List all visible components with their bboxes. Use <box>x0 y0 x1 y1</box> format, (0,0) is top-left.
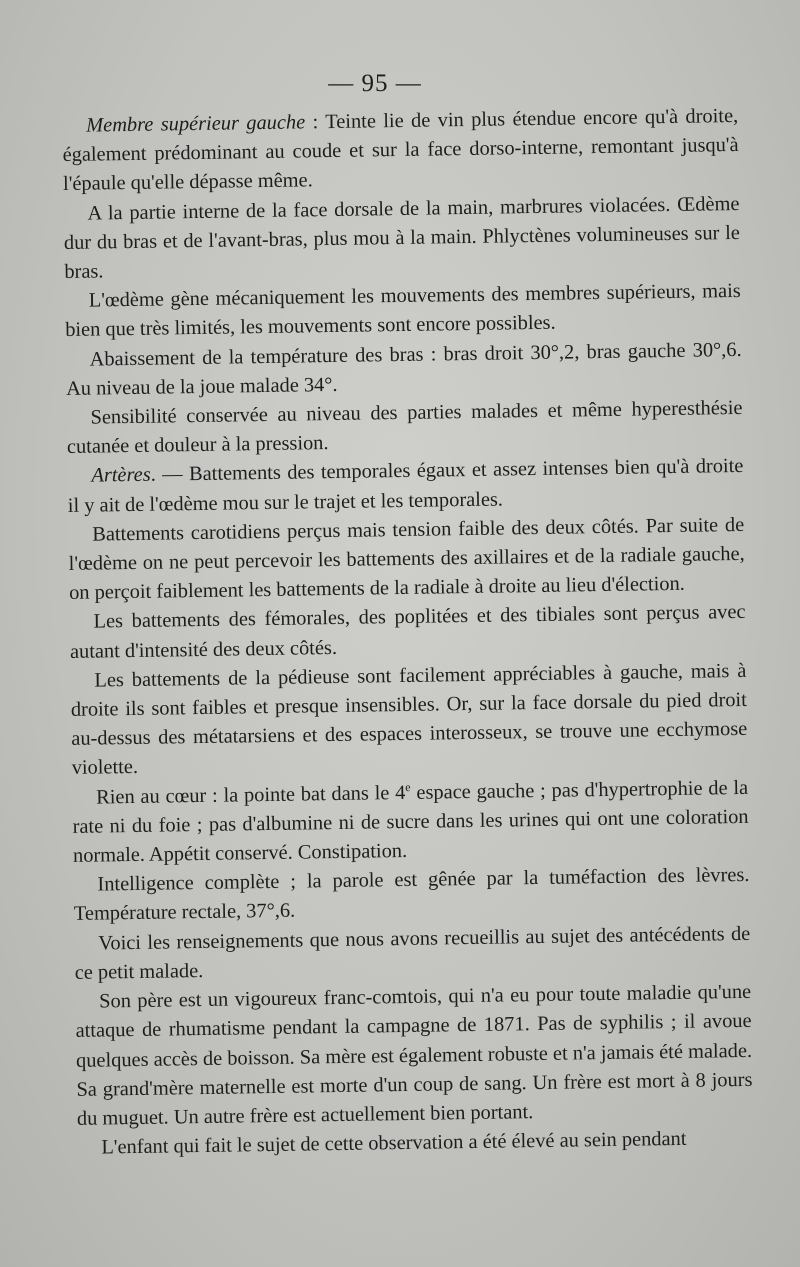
paragraph: Intelligence complète ; la parole est gênée par la tuméfaction des lèvres. Température rectale, 37°,6. <box>73 864 750 926</box>
paragraph-text: : Teinte lie de vin plus étendue encore qu'à droite, également prédominant au coude et sur la face dorso-interne, remontant jusqu'à l'épaule qu'elle dépasse même. <box>62 104 739 196</box>
paragraph: A la partie interne de la face dorsale de la main, marbrures violacées. Œdème dur du bras et de l'avant-bras, plus mou à la main. Phlyctènes volumineuses sur le bras. <box>63 192 741 283</box>
paragraph-text: . — Battements des temporales égaux et assez intenses bien qu'à droite il y ait de l'œdème mou sur le trajet et les temporales. <box>67 455 744 517</box>
paragraph: Son père est un vigoureux franc-comtois, qui n'a eu pour toute maladie qu'une attaque de rhumatisme pendant la campagne de 1871. Pas de syphilis ; il avoue quelques accès de boisson. Sa mère est également robuste et n'a jamais été malade. Sa grand'mère maternelle est morte d'un coup de sang. Un frère est mort à 8 jours du muguet. Un autre frère est actuellement bien portant. <box>75 980 753 1130</box>
paragraph-text: espace gauche ; pas d'hypertrophie de la rate ni du foie ; pas d'albumine ni de sucre dans les urines qui ont une coloration normale. Appétit conservé. Constipation. <box>72 776 749 867</box>
paragraph <box>72 774 749 872</box>
superscript: e <box>405 779 411 794</box>
paragraph: Battements carotidiens perçus mais tension faible des deux côtés. Par suite de l'œdème on ne peut percevoir les battements des axillaires et de la radiale gauche, on perçoit faiblement les battements de la radiale à droite au lieu d'élection. <box>68 513 745 605</box>
section-lead: Membre supérieur gauche <box>86 111 306 137</box>
section-lead: Artères <box>91 464 151 488</box>
paragraph: Sensibilité conservée au niveau des parties malades et même hyperesthésie cutanée et douleur à la pression. <box>66 396 743 459</box>
paragraph: Les battements des fémorales, des poplitées et des tibiales sont perçus avec autant d'intensité des deux côtés. <box>69 601 746 663</box>
paragraph <box>67 452 744 520</box>
page-number: — 95 — <box>328 70 422 97</box>
paragraph: Les battements de la pédieuse sont facilement appréciables à gauche, mais à droite ils sont faibles et presque insensibles. Or, sur la face dorsale du pied droit au-dessus des métatarsiens et des espaces interosseux, se trouve une ecchymose violette. <box>70 659 748 780</box>
paragraph: Voici les renseignements que nous avons recueillis au sujet des antécédents de ce petit malade. <box>74 922 751 984</box>
paragraph: Abaissement de la température des bras : bras droit 30°,2, bras gauche 30°,6. Au niveau de la joue malade 34°. <box>65 338 742 400</box>
paragraph-text: Rien au cœur : la pointe bat dans le 4 <box>96 781 406 809</box>
paragraph: L'enfant qui fait le sujet de cette observation a été élevé au sein pendant <box>101 1127 687 1159</box>
paragraph: L'œdème gène mécaniquement les mouvements des membres supérieurs, mais bien que très limités, les mouvements sont encore possibles. <box>65 280 741 342</box>
paragraph <box>62 102 739 200</box>
body-text <box>62 102 754 1163</box>
